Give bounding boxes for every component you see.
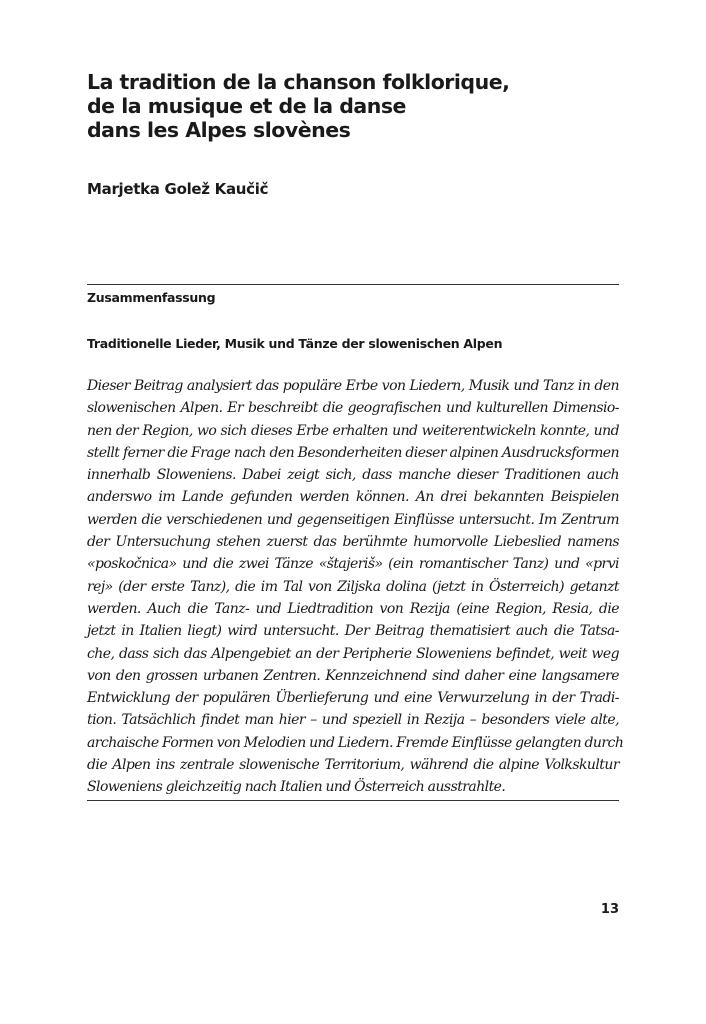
title-line: La tradition de la chanson folklorique, xyxy=(87,70,510,94)
abstract-line: che, dass sich das Alpengebiet an der Peripherie Sloweniens befindet, weit weg xyxy=(87,645,619,662)
abstract-top-rule xyxy=(87,284,619,285)
abstract-line: archaische Formen von Melodien und Liedern. Fremde Einflüsse gelangten durch xyxy=(87,734,624,751)
title-line: dans les Alpes slovènes xyxy=(87,118,351,142)
abstract-bottom-rule xyxy=(87,800,619,801)
abstract-line: anderswo im Lande gefunden werden können. An drei bekannten Beispielen xyxy=(87,489,619,506)
abstract-line: Sloweniens gleichzeitig nach Italien und Österreich ausstrahlte. xyxy=(87,779,506,796)
abstract-line: von den grossen urbanen Zentren. Kennzeichnend sind daher eine langsamere xyxy=(87,667,619,684)
abstract-label: Zusammenfassung xyxy=(87,290,216,305)
abstract-line: der Untersuchung stehen zuerst das berühmte humorvolle Liebeslied namens xyxy=(87,534,619,551)
title-line: de la musique et de la danse xyxy=(87,94,406,118)
abstract-line: Dieser Beitrag analysiert das populäre Erbe von Liedern, Musik und Tanz in den xyxy=(87,378,619,394)
abstract-heading: Traditionelle Lieder, Musik und Tänze der slowenischen Alpen xyxy=(87,336,503,351)
abstract-line: «poskočnica» und die zwei Tänze «štajeriš» (ein romantischer Tanz) und «prvi xyxy=(87,556,619,573)
abstract-line: innerhalb Sloweniens. Dabei zeigt sich, dass manche dieser Traditionen auch xyxy=(87,467,619,484)
abstract-line: stellt ferner die Frage nach den Besonderheiten dieser alpinen Ausdrucksformen xyxy=(87,444,619,461)
abstract-line: werden. Auch die Tanz- und Liedtradition von Rezija (eine Region, Resia, die xyxy=(87,600,619,617)
abstract-line: rej» (der erste Tanz), die im Tal von Ziljska dolina (jetzt in Österreich) getanzt xyxy=(87,578,619,595)
abstract-line: werden die verschiedenen und gegenseitigen Einflüsse untersucht. Im Zentrum xyxy=(87,511,619,528)
abstract-line: slowenischen Alpen. Er beschreibt die geografischen und kulturellen Dimensio- xyxy=(87,400,619,417)
article-title xyxy=(87,70,627,142)
abstract-line: Entwicklung der populären Überlieferung und eine Verwurzelung in der Tradi- xyxy=(87,690,619,707)
abstract-line: jetzt in Italien liegt) wird untersucht. Der Beitrag thematisiert auch die Tatsa- xyxy=(87,623,619,640)
abstract-body xyxy=(87,375,624,799)
abstract-line: tion. Tatsächlich findet man hier – und speziell in Rezija – besonders viele alte, xyxy=(87,712,619,729)
author-name: Marjetka Golež Kaučič xyxy=(87,180,269,198)
abstract-line: nen der Region, wo sich dieses Erbe erhalten und weiterentwickeln konnte, und xyxy=(87,422,619,439)
page-number: 13 xyxy=(600,902,619,917)
abstract-line: die Alpen ins zentrale slowenische Territorium, während die alpine Volkskultur xyxy=(87,757,619,774)
